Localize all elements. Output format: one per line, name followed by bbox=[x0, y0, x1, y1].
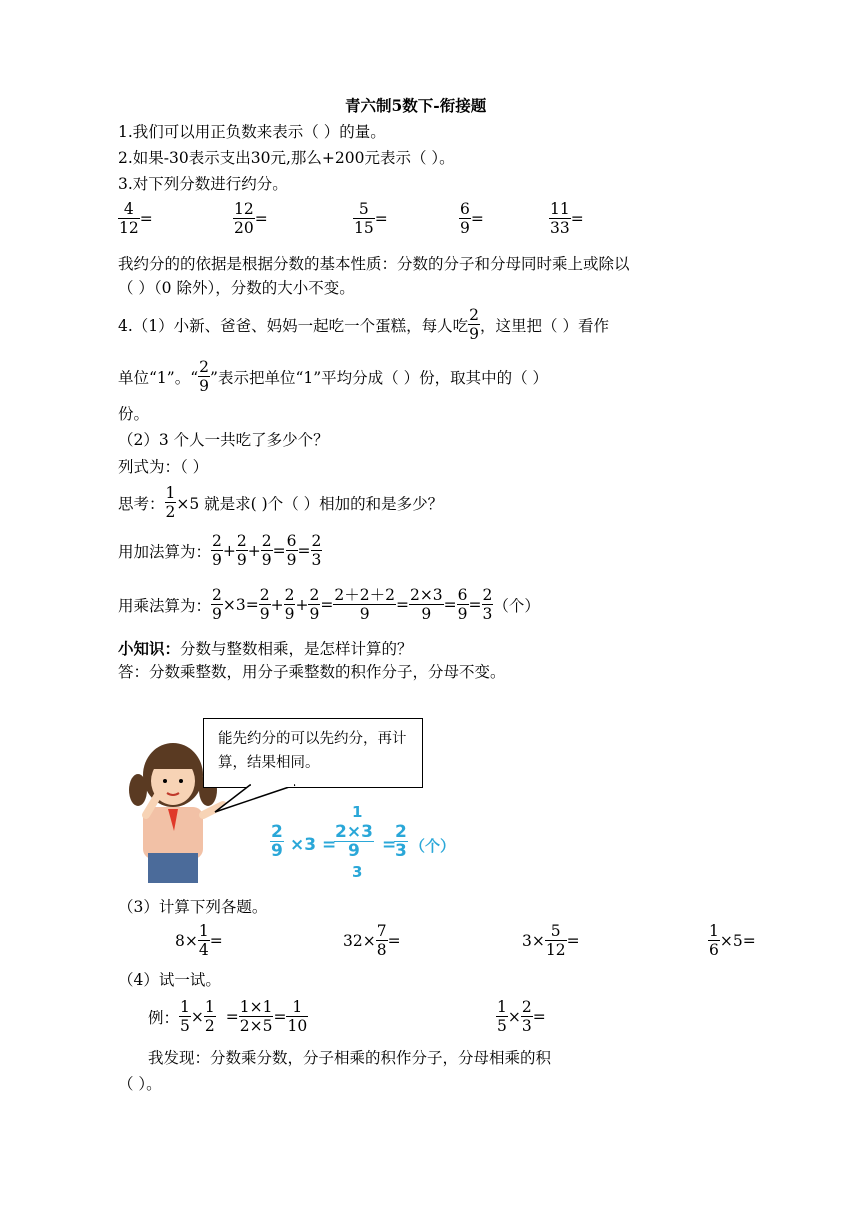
question-3: 3.对下列分数进行约分。 bbox=[118, 175, 288, 193]
q3-fraction-2: $\frac{12}{20}$ = bbox=[234, 200, 268, 237]
tip-line: 小知识： 分数与整数相乘，是怎样计算的？ bbox=[118, 639, 413, 658]
lieshi-line: 列式为：（ ） bbox=[118, 458, 209, 476]
q3-fraction-3: $\frac{5}{15}$ = bbox=[354, 200, 388, 237]
question-2: 2.如果-30表示支出30元,那么+200元表示（ ）。 bbox=[118, 149, 455, 167]
multiplication-line: 用乘法算为： $\frac{2}{9}$ ×3= $\frac{2}{9}$ + $\frac{2}{9}$ + $\frac{2}{9}$ = $\frac{2+2+2}{9}$ = $\frac{2\times 3}{9}$ = $\frac{6}{9}$ = $\frac{2}{3}$ （个） bbox=[118, 586, 540, 623]
example-line: 例： $\frac{1}{5}$ × $\frac{1}{2}$ = $\frac{1\times 1}{2\times 5}$ = $\frac{1}{10}$ bbox=[148, 998, 308, 1035]
q4-part3: （3）计算下列各题。 bbox=[118, 898, 268, 916]
q3-fraction-4: $\frac{6}{9}$ = bbox=[460, 200, 484, 237]
try-line: $\frac{1}{5}$ × $\frac{2}{3}$ = bbox=[497, 998, 546, 1035]
addition-line: 用加法算为： $\frac{2}{9}$ + $\frac{2}{9}$ + $\frac{2}{9}$ = $\frac{6}{9}$ = $\frac{2}{3}$ bbox=[118, 532, 322, 569]
q4-part4: （4）试一试。 bbox=[118, 971, 221, 989]
q3-fraction-5: $\frac{11}{33}$ = bbox=[550, 200, 584, 237]
page-title: 青六制5数下-衔接题 bbox=[345, 96, 487, 115]
basis-line-2: （ ）（0 除外），分数的大小不变。 bbox=[118, 279, 355, 297]
speech-bubble-text: 能先约分的可以先约分，再计算，结果相同。 bbox=[218, 731, 407, 771]
q4-part1-line2: 单位“1”。“ $\frac{2}{9}$ ”表示把单位“1”平均分成（ ）份，取其中的（ ） bbox=[118, 358, 549, 395]
speech-bubble bbox=[203, 718, 423, 788]
calc-item-3: 3× $\frac{5}{12}$ = bbox=[522, 922, 580, 959]
calc-item-4: $\frac{1}{6}$ ×5= bbox=[709, 922, 756, 959]
answer-line: 答：分数乘整数，用分子乘整数的积作分子，分母不变。 bbox=[118, 663, 506, 681]
sikao-line: 思考： $\frac{1}{2}$ ×5 就是求( )个（ ）相加的和是多少？ bbox=[118, 484, 444, 521]
basis-line-1: 我约分的的依据是根据分数的基本性质：分数的分子和分母同时乘上或除以 bbox=[118, 255, 630, 273]
question-1: 1.我们可以用正负数来表示（ ）的量。 bbox=[118, 123, 386, 141]
q4-part1-line3: 份。 bbox=[118, 405, 150, 423]
q4-part2: （2）3 个人一共吃了多少个？ bbox=[118, 431, 329, 449]
calc-item-2: 32× $\frac{7}{8}$ = bbox=[343, 922, 401, 959]
q3-fraction-1: $\frac{4}{12}$ = bbox=[119, 200, 153, 237]
example-equation-image: $\frac{2}{9}$ ×3 = 1 $\frac{2\times 3}{9}$ 3 = $\frac{2}{3}$ （个） bbox=[271, 803, 456, 881]
discover-line-1: 我发现：分数乘分数，分子相乘的积作分子，分母相乘的积 bbox=[148, 1049, 552, 1067]
q4-part1-line1: 4.（1）小新、爸爸、妈妈一起吃一个蛋糕，每人吃 $\frac{2}{9}$ ，这里把（ ）看作 bbox=[118, 306, 609, 343]
calc-item-1: 8× $\frac{1}{4}$ = bbox=[175, 922, 223, 959]
discover-line-2: （ ）。 bbox=[118, 1075, 162, 1093]
